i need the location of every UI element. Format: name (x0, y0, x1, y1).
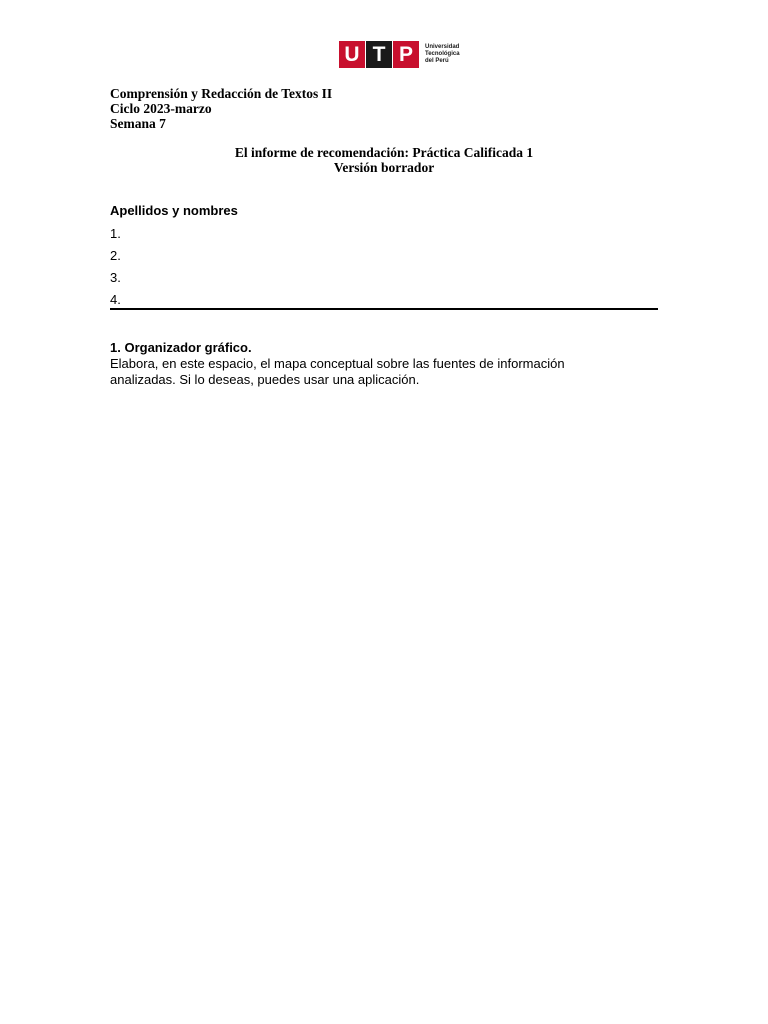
utp-logo (339, 41, 460, 68)
name-item-1: 1. (110, 226, 121, 241)
name-item-2: 2. (110, 248, 121, 263)
section-1-title: 1. Organizador gráfico. (110, 340, 252, 355)
names-list (110, 226, 121, 314)
title-line-2: Versión borrador (333, 160, 435, 175)
logo-wordmark-line-1: Universidad (425, 44, 460, 50)
section-1-line-1: Elabora, en este espacio, el mapa conceptual sobre las fuentes de información (110, 356, 565, 371)
document-header (110, 86, 332, 131)
cycle: Ciclo 2023-marzo (110, 101, 212, 116)
name-item-3: 3. (110, 270, 121, 285)
week: Semana 7 (110, 116, 166, 131)
section-1-line-2: analizadas. Si lo deseas, puedes usar una aplicación. (110, 372, 420, 387)
document-title (110, 145, 658, 175)
logo-letter-t: T (366, 41, 392, 68)
logo-wordmark-line-3: del Perú (425, 58, 449, 64)
divider-line (110, 308, 658, 310)
names-label: Apellidos y nombres (110, 203, 238, 218)
section-1-instructions (110, 356, 658, 388)
logo-letter-p: P (393, 41, 419, 68)
logo-wordmark-line-2: Tecnológica (425, 51, 460, 57)
course-name: Comprensión y Redacción de Textos II (110, 86, 333, 101)
logo-wordmark (425, 41, 460, 68)
logo-letter-u: U (339, 41, 365, 68)
name-item-4: 4. (110, 292, 121, 307)
title-line-1: El informe de recomendación: Práctica Calificada 1 (234, 145, 534, 160)
